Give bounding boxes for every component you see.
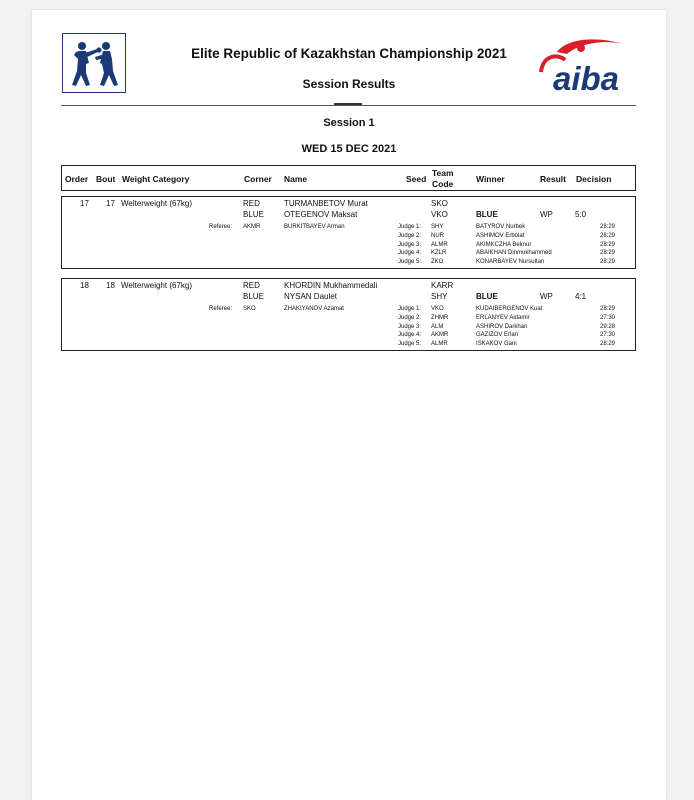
referee-label: Referee: (209, 306, 233, 312)
blue-name: OTEGENOV Maksat (284, 210, 358, 219)
judge-name: KUDAIBERGENOV Kuat (476, 306, 543, 312)
judge-code: AKMR (431, 332, 449, 338)
referee-name: BURKITBAYEV Arman (284, 224, 345, 230)
col-corner: Corner (244, 174, 272, 184)
judge-score: 27:30 (600, 332, 616, 338)
bout-number: 17 (106, 199, 115, 208)
header-divider (61, 105, 636, 106)
bout-order: 18 (80, 281, 89, 290)
results-page (32, 10, 666, 800)
judge-name: ISKAKOV Gani (476, 341, 517, 347)
bout-number: 18 (106, 281, 115, 290)
bout-row (61, 196, 636, 269)
judge-code: SHY (431, 224, 444, 230)
col-weight: Weight Category (122, 174, 190, 184)
judge-label: Judge 1: (398, 224, 422, 230)
referee-name: ZHAKIYANOV Azamat (284, 306, 344, 312)
aiba-logo (537, 34, 637, 94)
judge-name: ERLANYEV Aidamir (476, 315, 530, 321)
blue-team: VKO (431, 210, 448, 219)
judge-code: ZHMR (431, 315, 449, 321)
judge-label: Judge 5: (398, 259, 422, 265)
col-team: Team (432, 168, 454, 178)
col-decision: Decision (576, 174, 612, 184)
col-result: Result (540, 174, 566, 184)
col-order: Order (65, 174, 89, 184)
aiba-wordmark: aiba (553, 60, 620, 94)
red-team: KARR (431, 281, 454, 290)
red-corner: RED (243, 281, 260, 290)
header-divider-tab (334, 103, 362, 105)
judge-score: 28:29 (600, 242, 616, 248)
red-team: SKO (431, 199, 448, 208)
judge-label: Judge 2: (398, 233, 422, 239)
col-name: Name (284, 174, 308, 184)
judge-label: Judge 4: (398, 332, 422, 338)
decision: 4:1 (575, 292, 587, 301)
judge-score: 28:29 (600, 259, 616, 265)
judge-code: KZLR (431, 250, 447, 256)
judge-code: NUR (431, 233, 444, 239)
judge-code: ZKO (431, 259, 444, 265)
session-date: WED 15 DEC 2021 (301, 143, 397, 155)
judge-name: GAZIZOV Erlan (476, 332, 519, 338)
blue-team: SHY (431, 292, 448, 301)
judge-label: Judge 3: (398, 242, 422, 248)
page-subtitle: Session Results (302, 77, 396, 91)
winner: BLUE (476, 292, 498, 301)
column-header (61, 165, 636, 191)
judge-name: BATYROV Nurbek (476, 224, 526, 230)
judge-label: Judge 1: (398, 306, 422, 312)
col-code: Code (432, 179, 454, 189)
judge-label: Judge 5: (398, 341, 422, 347)
winner: BLUE (476, 210, 498, 219)
judge-code: ALMR (431, 242, 448, 248)
judge-label: Judge 4: (398, 250, 422, 256)
decision: 5:0 (575, 210, 587, 219)
judge-code: VKO (431, 306, 444, 312)
judge-label: Judge 3: (398, 324, 422, 330)
result: WP (540, 292, 553, 301)
judge-score: 28:29 (600, 233, 616, 239)
judge-code: ALM (431, 324, 444, 330)
red-corner: RED (243, 199, 260, 208)
col-bout: Bout (96, 174, 116, 184)
page-title: Elite Republic of Kazakhstan Championship 2021 (191, 46, 507, 61)
judge-name: ASHIROV Darkhan (476, 324, 528, 330)
judge-name: ASHIMOV Erbolat (476, 233, 525, 239)
judge-label: Judge 2: (398, 315, 422, 321)
bout-weight: Welterweight (67kg) (121, 281, 192, 290)
judge-name: AKIMKCZHA Beknur (476, 242, 532, 248)
red-name: TURMANBETOV Murat (284, 199, 368, 208)
col-winner: Winner (476, 174, 505, 184)
col-seed: Seed (406, 174, 427, 184)
judge-score: 28:29 (600, 306, 616, 312)
bout-row (61, 278, 636, 351)
blue-name: NYSAN Daulet (284, 292, 337, 301)
referee-code: SKO (243, 306, 256, 312)
judge-name: KONARBAYEV Nursultan (476, 259, 545, 265)
judge-code: ALMR (431, 341, 448, 347)
session-label: Session 1 (323, 117, 375, 129)
red-name: KHORDIN Mukhammedali (284, 281, 378, 290)
judge-name: ABAIKHAN Dinmukhammed (476, 250, 552, 256)
referee-label: Referee: (209, 224, 233, 230)
judge-score: 27:30 (600, 315, 616, 321)
referee-code: AKMR (243, 224, 261, 230)
judge-score: 28:29 (600, 341, 616, 347)
blue-corner: BLUE (243, 292, 264, 301)
judge-score: 28:29 (600, 224, 616, 230)
bout-weight: Welterweight (67kg) (121, 199, 192, 208)
judge-score: 28:29 (600, 250, 616, 256)
bout-order: 17 (80, 199, 89, 208)
result: WP (540, 210, 553, 219)
judge-score: 29:28 (600, 324, 616, 330)
blue-corner: BLUE (243, 210, 264, 219)
